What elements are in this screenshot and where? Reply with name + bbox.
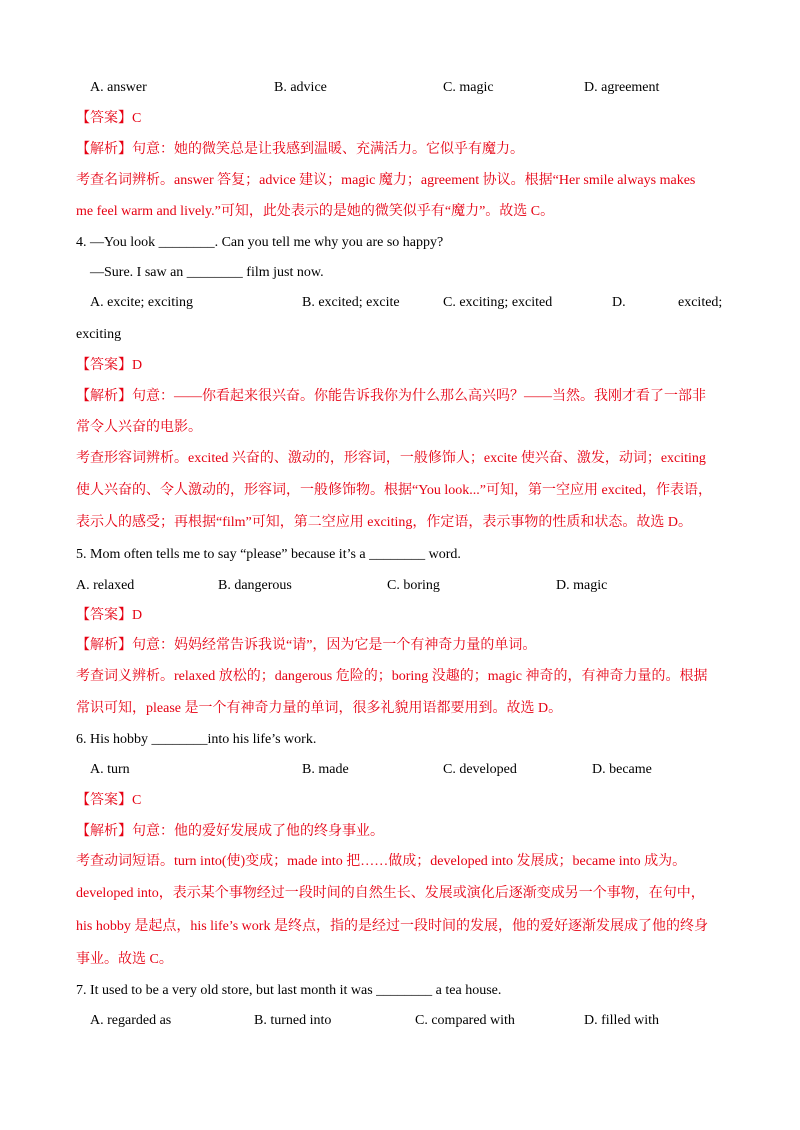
q4-option-d-letter: D. [612, 295, 626, 310]
q6-analysis-line-5: 事业。故选 C。 [76, 952, 173, 967]
q4-analysis-line-3: 考查形容词辨析。excited 兴奋的、激动的，形容词，一般修饰人；excite 使兴奋、激发，动词；exciting [76, 451, 706, 466]
q3-option-d: D. agreement [584, 80, 660, 95]
q4-analysis-line-1: 【解析】句意：——你看起来很兴奋。你能告诉我你为什么那么高兴吗？——当然。我刚才看了一部非 [76, 389, 706, 404]
q3-analysis-line-1: 【解析】句意：她的微笑总是让我感到温暖、充满活力。它似乎有魔力。 [76, 142, 524, 157]
q5-option-b: B. dangerous [218, 578, 292, 593]
q4-option-a: A. excite; exciting [90, 295, 194, 310]
q7-stem: 7. It used to be a very old store, but last month it was ________ a tea house. [76, 983, 502, 998]
q4-stem-line-2: —Sure. I saw an ________ film just now. [90, 265, 324, 280]
q6-option-d: D. became [592, 762, 652, 777]
q7-option-a: A. regarded as [90, 1013, 172, 1028]
q6-answer: 【答案】C [76, 793, 142, 808]
q4-analysis-line-4: 使人兴奋的、令人激动的，形容词，一般修饰物。根据“You look...”可知，第一空应用 excited，作表语， [76, 483, 712, 498]
q3-option-a: A. answer [90, 80, 147, 95]
q3-option-c: C. magic [443, 80, 494, 95]
q5-option-c: C. boring [387, 578, 440, 593]
q7-option-d: D. filled with [584, 1013, 660, 1028]
q6-analysis-line-1: 【解析】句意：他的爱好发展成了他的终身事业。 [76, 824, 384, 839]
q3-answer: 【答案】C [76, 111, 142, 126]
q4-analysis-line-5: 表示人的感受；再根据“film”可知，第二空应用 exciting，作定语，表示事物的性质和状态。故选 D。 [76, 515, 692, 530]
q4-option-d-wrap: exciting [76, 327, 122, 342]
q3-analysis-line-2: 考查名词辨析。answer 答复；advice 建议；magic 魔力；agreement 协议。根据“Her smile always makes [76, 173, 696, 188]
q6-analysis-line-2: 考查动词短语。turn into(使)变成；made into 把……做成；developed into 发展成；became into 成为。 [76, 854, 687, 869]
q4-option-c: C. exciting; excited [443, 295, 553, 310]
q5-analysis-line-3: 常识可知，please 是一个有神奇力量的单词，很多礼貌用语都要用到。故选 D。 [76, 701, 563, 716]
q5-analysis-line-2: 考查词义辨析。relaxed 放松的；dangerous 危险的；boring 没趣的；magic 神奇的，有神奇力量的。根据 [76, 669, 708, 684]
q4-analysis-line-2: 常令人兴奋的电影。 [76, 420, 202, 435]
q6-stem: 6. His hobby ________into his life’s work. [76, 732, 317, 747]
q6-option-a: A. turn [90, 762, 130, 777]
q7-option-c: C. compared with [415, 1013, 515, 1028]
q5-option-a: A. relaxed [76, 578, 135, 593]
q6-analysis-line-3: developed into，表示某个事物经过一段时间的自然生长、发展或演化后逐渐变成另一个事物，在句中， [76, 886, 705, 901]
q6-option-c: C. developed [443, 762, 517, 777]
q4-stem-line-1: 4. —You look ________. Can you tell me why you are so happy? [76, 235, 444, 250]
q6-option-b: B. made [302, 762, 349, 777]
q4-option-b: B. excited; excite [302, 295, 400, 310]
q7-option-b: B. turned into [254, 1013, 332, 1028]
q3-analysis-line-3: me feel warm and lively.”可知，此处表示的是她的微笑似乎有“魔力”。故选 C。 [76, 204, 555, 219]
q4-option-d-text: excited; [678, 295, 723, 310]
q5-option-d: D. magic [556, 578, 608, 593]
q5-stem: 5. Mom often tells me to say “please” because it’s a ________ word. [76, 547, 461, 562]
q3-option-b: B. advice [274, 80, 327, 95]
q5-analysis-line-1: 【解析】句意：妈妈经常告诉我说“请”，因为它是一个有神奇力量的单词。 [76, 638, 537, 653]
q6-analysis-line-4: his hobby 是起点，his life’s work 是终点，指的是经过一段时间的发展，他的爱好逐渐发展成了他的终身 [76, 919, 708, 934]
q4-answer: 【答案】D [76, 358, 143, 373]
q5-answer: 【答案】D [76, 608, 143, 623]
